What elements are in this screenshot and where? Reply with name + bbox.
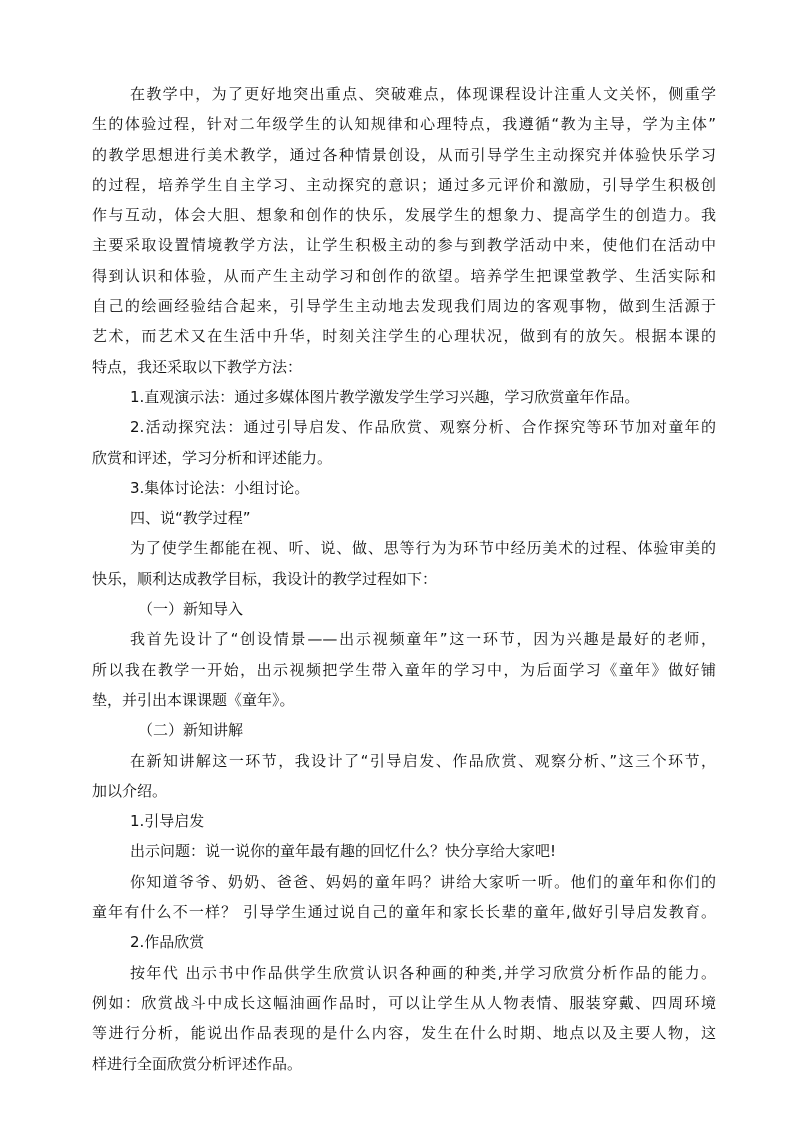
text-line: 得到认识和体验，从而产生主动学习和创作的欲望。培养学生把课堂教学、生活实际和 <box>92 266 716 285</box>
text-line: 出示问题：说一说你的童年最有趣的回忆什么？快分享给大家吧! <box>130 842 557 861</box>
text-line: 的过程，培养学生自主学习、主动探究的意识；通过多元评价和激励，引导学生积极创 <box>92 175 716 194</box>
text-line: 快乐，顺利达成教学目标，我设计的教学过程如下： <box>92 569 438 588</box>
text-line: 在教学中，为了更好地突出重点、突破难点，体现课程设计注重人文关怀，侧重学 <box>130 85 716 103</box>
text-line: 特点，我还采取以下教学方法： <box>92 357 303 376</box>
text-line: 作与互动，体会大胆、想象和创作的快乐，发展学生的想象力、提高学生的创造力。我 <box>92 206 716 225</box>
text-line: 童年有什么不一样？ 引导学生通过说自己的童年和家长长辈的童年,做好引导启发教育。 <box>92 903 716 922</box>
text-line: 例如：欣赏战斗中成长这幅油画作品时，可以让学生从人物表情、服装穿戴、四周环境 <box>92 993 716 1012</box>
text-line: 欣赏和评述，学习分析和评述能力。 <box>92 448 333 467</box>
text-line: （一）新知导入 <box>138 600 244 619</box>
text-line: 四、说“教学过程” <box>130 509 251 528</box>
text-line: 3.集体讨论法：小组讨论。 <box>130 478 310 497</box>
text-line: （二）新知讲解 <box>138 721 244 740</box>
text-line: 2.活动探究法：通过引导启发、作品欣赏、观察分析、合作探究等环节加对童年的 <box>130 418 716 437</box>
text-line: 1.直观演示法：通过多媒体图片教学激发学生学习兴趣，学习欣赏童年作品。 <box>130 387 640 406</box>
text-line: 所以我在教学一开始，出示视频把学生带入童年的学习中，为后面学习《童年》做好铺 <box>92 660 716 679</box>
text-line: 主要采取设置情境教学方法，让学生积极主动的参与到教学活动中来，使他们在活动中 <box>92 236 716 255</box>
text-line: 艺术，而艺术又在生活中升华，时刻关注学生的心理状况，做到有的放矢。根据本课的 <box>92 327 716 346</box>
text-line: 按年代 出示书中作品供学生欣赏认识各种画的种类,并学习欣赏分析作品的能力。 <box>130 963 716 982</box>
text-line: 你知道爷爷、奶奶、爸爸、妈妈的童年吗？讲给大家听一听。他们的童年和你们的 <box>130 872 716 891</box>
text-line: 的教学思想进行美术教学，通过各种情景创设，从而引导学生主动探究并体验快乐学习 <box>92 145 716 164</box>
document-page <box>92 79 716 1079</box>
text-line: 1.引导启发 <box>130 812 205 831</box>
text-line: 自己的绘画经验结合起来，引导学生主动地去发现我们周边的客观事物，做到生活源于 <box>92 297 716 316</box>
text-line: 2.作品欣赏 <box>130 933 205 952</box>
text-line: 加以介绍。 <box>92 781 168 800</box>
text-line: 等进行分析，能说出作品表现的是什么内容，发生在什么时期、地点以及主要人物，这 <box>92 1024 716 1043</box>
text-line: 生的体验过程，针对二年级学生的认知规律和心理特点，我遵循“教为主导，学为主体” <box>92 115 716 134</box>
text-line: 为了使学生都能在视、听、说、做、思等行为为环节中经历美术的过程、体验审美的 <box>130 539 716 558</box>
text-line: 样进行全面欣赏分析评述作品。 <box>92 1054 303 1073</box>
text-line: 在新知讲解这一环节，我设计了“引导启发、作品欣赏、观察分析、”这三个环节， <box>130 751 716 770</box>
text-line: 垫，并引出本课课题《童年》。 <box>92 690 295 709</box>
text-line: 我首先设计了“创设情景——出示视频童年”这一环节，因为兴趣是最好的老师， <box>130 630 716 649</box>
